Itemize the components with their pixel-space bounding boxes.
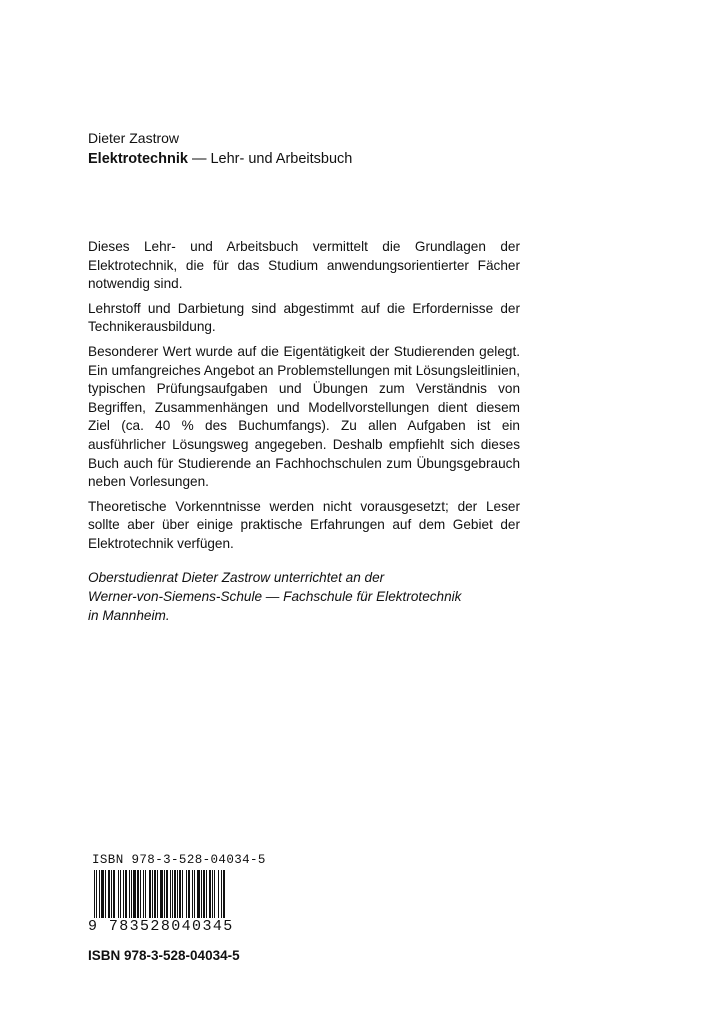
barcode-bar xyxy=(212,870,213,920)
barcode-bar xyxy=(182,870,183,920)
book-title-subtitle: — Lehr- und Arbeitsbuch xyxy=(187,151,353,167)
barcode-bar xyxy=(131,870,132,920)
barcode-bar xyxy=(108,870,110,920)
barcode-bar xyxy=(166,870,168,920)
isbn-number: ISBN 978-3-528-04034-5 xyxy=(88,948,240,963)
barcode-bar xyxy=(197,870,200,920)
barcode-bar xyxy=(113,870,115,920)
barcode-bar xyxy=(111,870,112,920)
barcode-bar xyxy=(174,870,176,920)
barcode-bar xyxy=(140,870,141,920)
barcode-bar xyxy=(186,870,187,920)
author-bio xyxy=(88,568,528,625)
isbn-barcode-label: ISBN 978-3-528-04034-5 xyxy=(92,853,266,867)
description-paragraph-4: Theoretische Vorkenntnisse werden nicht vorausgesetzt; der Leser sollte aber über einige praktische Erfahrungen auf dem Gebiet der Elektrotechnik verfügen. xyxy=(88,498,520,551)
barcode-bar xyxy=(203,870,205,920)
barcode-bar xyxy=(99,870,100,920)
description-paragraph-2: Lehrstoff und Darbietung sind abgestimmt auf die Erfordernisse der Technikerausbildung. xyxy=(88,300,520,335)
barcode-bar xyxy=(170,870,171,920)
barcode-bar xyxy=(206,870,207,920)
barcode-bar xyxy=(149,870,151,920)
barcode-bar xyxy=(143,870,144,920)
book-description xyxy=(88,238,520,560)
barcode-bar xyxy=(177,870,178,920)
barcode-bar xyxy=(164,870,165,920)
barcode-bar xyxy=(188,870,190,920)
barcode-bar xyxy=(179,870,181,920)
author-name: Dieter Zastrow xyxy=(88,130,180,146)
barcode-bar xyxy=(154,870,156,920)
author-bio-line-2: Werner-von-Siemens-Schule — Fachschule für Elektrotechnik xyxy=(88,589,462,604)
barcode-bar xyxy=(218,870,219,920)
author-bio-line-3: in Mannheim. xyxy=(88,608,170,623)
description-paragraph-1: Dieses Lehr- und Arbeitsbuch vermittelt die Grundlagen der Elektrotechnik, die für das Studium anwendungsorientierter Fächer notwendig sind. xyxy=(88,239,520,292)
barcode-bar xyxy=(118,870,119,920)
barcode-bar xyxy=(160,870,163,920)
barcode-bar xyxy=(214,870,215,920)
barcode-bar xyxy=(201,870,202,920)
barcode-bar xyxy=(145,870,146,920)
barcode-bar xyxy=(152,870,153,920)
book-title xyxy=(88,148,352,170)
ean-digits xyxy=(88,918,238,935)
description-paragraph-3: Besonderer Wert wurde auf die Eigentätigkeit der Studierenden gelegt. Ein umfangreiches Angebot an Problemstellungen mit Lösungsleitlinien, typischen Prüfungsaufgaben und Übungen zum Verständnis von Begriffen, Zusammenhängen und Modellvorstellungen dient diesem Ziel (ca. 40 % des Buchumfangs). Zu allen Aufgaben ist ein ausführlicher Lösungsweg angegeben. Deshalb empfiehlt sich dieses Buch auch für Studierende an Fachhochschulen zum Übungsgebrauch neben Vorlesungen. xyxy=(88,343,520,490)
barcode-icon xyxy=(94,870,226,920)
book-title-main: Elektrotechnik xyxy=(88,151,188,167)
barcode-bar xyxy=(157,870,158,920)
ean-right-group: 040345 xyxy=(171,918,234,935)
ean-first-digit: 9 xyxy=(88,918,99,935)
barcode-bar xyxy=(194,870,195,920)
barcode-bar xyxy=(125,870,127,920)
barcode-bar xyxy=(101,870,104,920)
author-bio-line-1: Oberstudienrat Dieter Zastrow unterrichtet an der xyxy=(88,570,385,585)
barcode-bar xyxy=(105,870,106,920)
barcode-bar xyxy=(129,870,130,920)
barcode-bar xyxy=(192,870,193,920)
barcode-bar xyxy=(172,870,173,920)
barcode-bar xyxy=(123,870,124,920)
barcode-bar xyxy=(209,870,211,920)
ean-left-group: 783528 xyxy=(108,918,172,935)
book-header xyxy=(88,128,352,170)
barcode-bar xyxy=(120,870,121,920)
